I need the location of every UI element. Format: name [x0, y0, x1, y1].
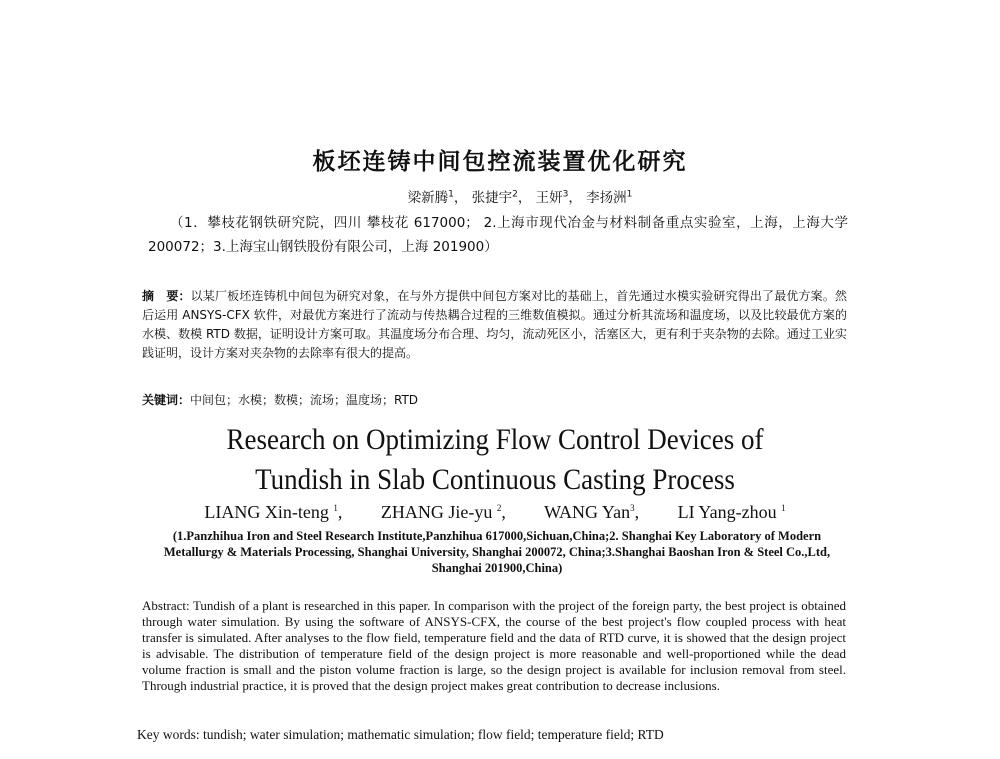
author-affil-mark: 3 — [630, 503, 635, 513]
author-name: WANG Yan — [544, 502, 631, 522]
author-name: ZHANG Jie-yu — [380, 502, 493, 522]
chinese-abstract-label: 摘 要： — [142, 289, 191, 303]
author-name: LIANG Xin-teng — [204, 502, 329, 522]
english-keywords: Key words: tundish; water simulation; mathematic simulation; flow field; temperature field; RTD — [137, 727, 664, 742]
english-affiliation: (1.Panzhihua Iron and Steel Research Institute,Panzhihua 617000,Sichuan,China;2. Shanghai Key Laboratory of Modern Metallurgy & Materials Processing, Shanghai University, Shanghai 200072, China;3.Shanghai Baoshan Iron & Steel Co.,Ltd, Shanghai 201900,China) — [163, 529, 831, 575]
chinese-abstract — [142, 287, 847, 363]
english-authors — [0, 502, 990, 523]
english-abstract: Abstract: Tundish of a plant is researched in this paper. In comparison with the project of the foreign party, the best project is obtained through water simulation. By using the software of ANSYS-CFX, the course of the best project's flow coupled process with heat transfer is simulated. After analyses to the flow field, temperature field and the data of RTD curve, it is showed that the design project is advisable. The distribution of temperature field of the design project is more reasonable and well-proportioned while the dead volume fraction is small and the piston volume fraction is large, so the design project is available for inclusion removal from steel. Through industrial practice, it is proved that the design project makes great contribution to decrease inclusions. — [142, 598, 846, 693]
chinese-keywords — [142, 391, 847, 408]
author-affil-mark: 1 — [781, 503, 786, 513]
author-name: 李扬洲 — [586, 190, 627, 206]
author-name: 张捷宇 — [471, 190, 513, 206]
author-trail: , — [501, 502, 506, 522]
english-title-line1: Research on Optimizing Flow Control Devices of — [226, 423, 764, 456]
author-affil-mark: 2 — [496, 503, 502, 513]
author-separator: ， — [453, 190, 468, 206]
chinese-title: 板坯连铸中间包控流装置优化研究 — [312, 149, 688, 175]
author-affil-mark: 3 — [562, 189, 569, 200]
chinese-keywords-label: 关键词： — [142, 393, 191, 407]
author-affil-mark: 1 — [333, 503, 338, 513]
author-name: LI Yang-zhou — [677, 502, 777, 522]
author-trail: , — [634, 502, 640, 522]
author-separator: ， — [568, 190, 582, 206]
author-affil-mark: 1 — [626, 189, 633, 200]
english-title — [50, 420, 941, 500]
author-name: 梁新腾 — [407, 190, 449, 206]
chinese-abstract-text: 以某厂板坯连铸机中间包为研究对象，在与外方提供中间包方案对比的基础上，首先通过水模实验研究得出了最优方案。然后运用 ANSYS-CFX 软件，对最优方案进行了流动与传热耦合过程的三维数值模拟。通过分析其流场和温度场，以及比较最优方案的水模、数模 RTD 数据，证明设计方案可取。其温度场分布合理、均匀，流动死区小，活塞区大，更有利于夹杂物的去除。通过工业实践证明，设计方案对夹杂物的去除率有很大的提高。 — [142, 289, 847, 360]
author-trail: , — [337, 502, 343, 522]
chinese-keywords-text: 中间包；水模；数模；流场；温度场；RTD — [190, 393, 419, 407]
chinese-affiliation: （1．攀枝花钢铁研究院，四川 攀枝花 617000； 2.上海市现代冶金与材料制备重点实验室，上海，上海大学 200072；3.上海宝山钢铁股份有限公司，上海 201900） — [148, 215, 848, 255]
english-title-line2: Tundish in Slab Continuous Casting Process — [255, 463, 735, 496]
author-name: 王妍 — [535, 190, 563, 206]
author-separator: ， — [517, 190, 532, 206]
author-affil-mark: 2 — [512, 189, 518, 200]
chinese-authors — [0, 186, 1000, 206]
author-affil-mark: 1 — [448, 189, 454, 200]
